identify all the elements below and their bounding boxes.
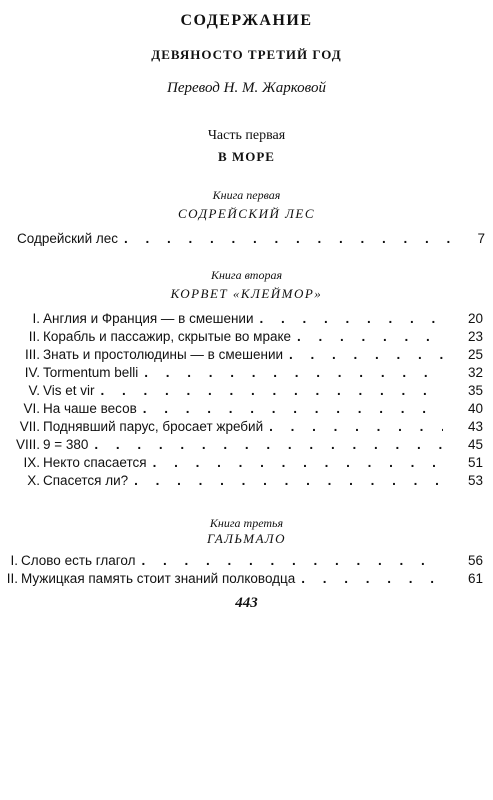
part-title: В МОРЕ xyxy=(218,149,275,164)
toc-entry[interactable] xyxy=(17,227,485,247)
toc-entry-page: 40 xyxy=(467,401,483,416)
book-1-title: СОДРЕЙСКИЙ ЛЕС xyxy=(177,206,316,221)
toc-entry[interactable] xyxy=(0,361,483,381)
toc-entry-title: Поднявший парус, бросает жребий xyxy=(43,419,264,434)
toc-entry[interactable] xyxy=(0,433,483,453)
toc-entry-number: I. xyxy=(10,553,18,568)
toc-entry-title: 9 = 380 xyxy=(43,437,89,452)
toc-entry-number: IV. xyxy=(24,365,40,380)
toc-entry-number: X. xyxy=(27,473,40,488)
toc-entry-page: 23 xyxy=(467,329,483,344)
translator-credit: Перевод Н. М. Жарковой xyxy=(167,80,326,96)
toc-entry-title: Некто спасается xyxy=(43,455,147,470)
toc-entry[interactable] xyxy=(0,549,483,569)
page-number: 443 xyxy=(235,595,258,611)
dot-leader xyxy=(134,473,443,489)
toc-entry-title: Слово есть глагол xyxy=(21,553,136,568)
toc-entry-page: 56 xyxy=(467,553,483,568)
toc-entry-number: II. xyxy=(28,329,40,344)
toc-entry[interactable] xyxy=(0,307,483,327)
toc-entry-title: Мужицкая память стоит знаний полководца xyxy=(21,571,296,586)
toc-entry-page: 20 xyxy=(467,311,483,326)
toc-entry[interactable] xyxy=(0,469,483,489)
toc-entry-page: 61 xyxy=(467,571,483,586)
toc-entry-page: 25 xyxy=(467,347,483,362)
toc-entry-page: 43 xyxy=(467,419,483,434)
toc-entry-page: 7 xyxy=(477,231,485,246)
toc-entry-page: 51 xyxy=(467,455,483,470)
toc-entry-number: VIII. xyxy=(15,437,40,452)
toc-entry-page: 53 xyxy=(467,473,483,488)
toc-entry-title: Tormentum belli xyxy=(43,365,139,380)
book-3-label: Книга третья xyxy=(209,516,284,530)
dot-leader xyxy=(301,571,443,587)
toc-entry[interactable] xyxy=(0,397,483,417)
toc-entry-page: 32 xyxy=(467,365,483,380)
toc-entry-number: IX. xyxy=(23,455,40,470)
toc-entry-title: Спасется ли? xyxy=(43,473,129,488)
toc-entry-number: VII. xyxy=(19,419,40,434)
toc-entry-number: VI. xyxy=(23,401,40,416)
toc-entry[interactable] xyxy=(0,567,483,587)
toc-entry-title: Содрейский лес xyxy=(17,231,119,246)
toc-entry[interactable] xyxy=(0,415,483,435)
toc-entry-title: Vis et vir xyxy=(43,383,95,398)
toc-entry[interactable] xyxy=(0,325,483,345)
toc-entry-number: V. xyxy=(28,383,40,398)
toc-entry-title: Знать и простолюдины — в смешении xyxy=(43,347,284,362)
book-3-title: ГАЛЬМАЛО xyxy=(206,531,286,546)
toc-entry[interactable] xyxy=(0,379,483,399)
toc-entry[interactable] xyxy=(0,343,483,363)
toc-entry-title: На чаше весов xyxy=(43,401,137,416)
toc-entry-number: III. xyxy=(24,347,40,362)
book-1-label: Книга первая xyxy=(212,188,281,202)
toc-entry-number: I. xyxy=(32,311,40,326)
toc-entry-page: 35 xyxy=(467,383,483,398)
novel-title: ДЕВЯНОСТО ТРЕТИЙ ГОД xyxy=(151,47,342,62)
toc-entry[interactable] xyxy=(0,451,483,471)
toc-entry-page: 45 xyxy=(467,437,483,452)
toc-entry-title: Англия и Франция — в смешении xyxy=(43,311,254,326)
toc-entry-title: Корабль и пассажир, скрытые во мраке xyxy=(43,329,292,344)
dot-leader xyxy=(124,231,463,247)
book-2-title: КОРВЕТ «КЛЕЙМОР» xyxy=(170,286,323,301)
part-label: Часть первая xyxy=(207,128,286,143)
contents-heading: СОДЕРЖАНИЕ xyxy=(180,12,313,29)
toc-entry-number: II. xyxy=(6,571,18,586)
book-2-label: Книга вторая xyxy=(210,268,283,282)
